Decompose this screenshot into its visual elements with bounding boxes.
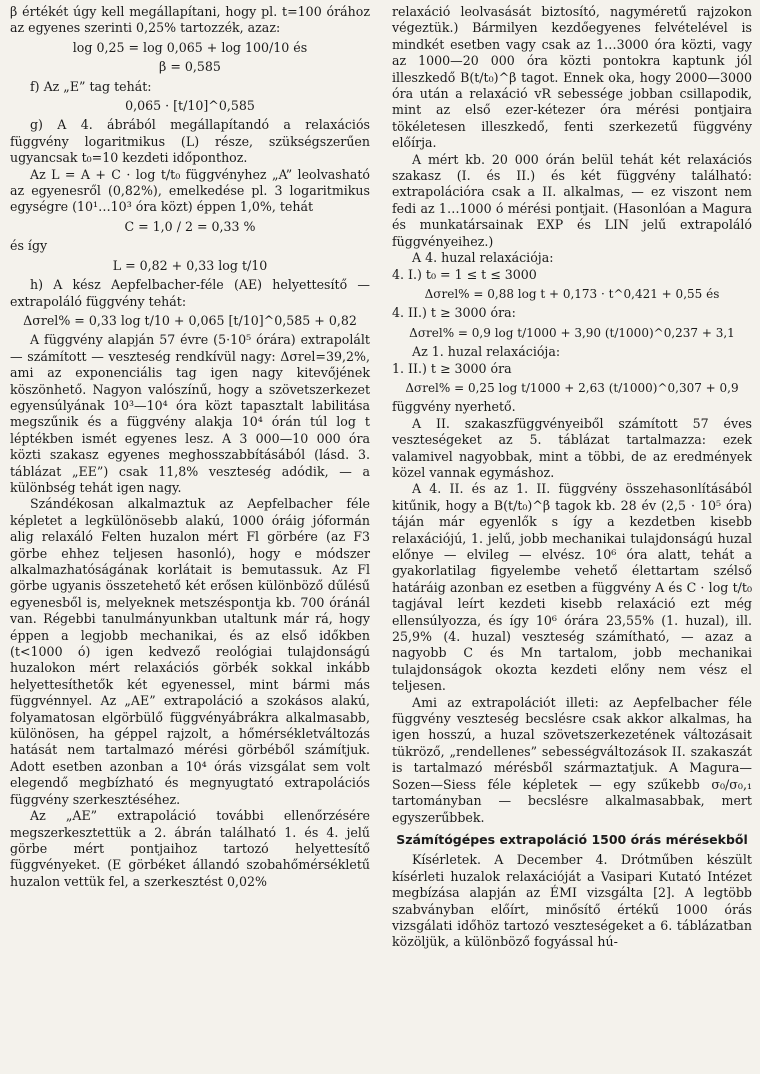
paragraph-g: g) A 4. ábrából megállapítandó a relaxációs függvény logaritmikus (L) része, szükségszerűen ugyancsak t₀=10 kezdeti időponthoz. <box>10 117 370 166</box>
equation-huzal4-i: Δσrel% = 0,88 log t + 0,173 · t^0,421 + 0,55 és <box>424 286 720 301</box>
equation-huzal4-ii: Δσrel% = 0,9 log t/1000 + 3,90 (t/1000)^0,237 + 3,1 <box>409 325 735 340</box>
text-fv-nyerheto: függvény nyerhető. <box>392 399 516 415</box>
paragraph-fuggveny: A függvény alapján 57 évre (5·10⁵ órára) extrapolált — számított — veszteség rendkívül nagy: Δσrel=39,2%, ami az exponenciális tag igen nagy kitevőjének köszönhető. Nagyon valószínű, hogy a szövetszerkezet egyensúlyának 10³—10⁴ óra közt tapasztalt labilitása megszűnik és a függvény alakja 10⁴ órán túl log t léptékben ismét egyenes lesz. A 3 000—10 000 óra közti szakasz egyenes meghosszabbításából (lásd. 3. táblázat „EE”) csak 11,8% veszteség adódik, — a különbség tehát igen nagy. <box>10 332 370 495</box>
text-huzal4-i: 4. I.) t₀ = 1 ≤ t ≤ 3000 <box>392 266 537 282</box>
paragraph-osszehasonlitas: A 4. II. és az 1. II. függvény összehasonlításából kitűnik, hogy a B(t/t₀)^β tagok kb. 28 év (2,5 · 10⁵ óra) táján már egyenlők s így a kezdetben kisebb relaxációjú, 1. jelű, jobb mechanikai tulajdonságú huzal előnye — elvileg — elvész. 10⁶ óra alatt, tehát a gyakorlatilag figyelembe vehető élettartam szélső határáig azonban ez esetben a függvény A és C · log t/t₀ tagjával leírt kezdeti kisebb relaxáció ezt még ellensúlyozza, és így 10⁶ órára 23,55% (1. huzal), ill. 25,9% (4. huzal) veszteség számítható, — azaz a nagyobb C és Mn tartalom, jobb mechanikai tulajdonságok okozta kezdeti előny nem vész el teljesen. <box>392 481 752 694</box>
paragraph-mert: A mért kb. 20 000 órán belül tehát két relaxációs szakasz (I. és II.) és két függvény található: extrapolációra csak a II. alkalmas, — ez viszont nem fedi az 1…1000 ó mérési pontjait. (Hasonlóan a Magura és munkatársainak EXP és LIN jelű extrapoláló függvényeihez.) <box>392 151 752 249</box>
equation-l: L = 0,82 + 0,33 log t/10 <box>112 257 268 273</box>
text-huzal4-title: A 4. huzal relaxációja: <box>412 250 554 266</box>
right-column <box>392 4 752 951</box>
paragraph-g2: Az L = A + C · log t/t₀ függvényhez „A” leolvasható az egyenesről (0,82%), emelkedése pl. 3 logaritmikus egységre (10¹…10³ óra közt) éppen 1,0%, tehát <box>10 166 370 215</box>
equation-huzal1-ii: Δσrel% = 0,25 log t/1000 + 2,63 (t/1000)^0,307 + 0,9 <box>405 380 739 395</box>
paragraph-szandekosan: Szándékosan alkalmaztuk az Aepfelbacher féle képletet a legkülönösebb alakú, 1000 óráig jóformán alig relaxáló Felten huzalon mért Fl görbére (az F3 görbe ehhez teljesen hasonló), hogy e módszer alkalmazhatóságának korlátait is bemutassuk. Az Fl görbe ugyanis összetehető két erősen különböző dűlésű egyenesből is, melyeknek metszéspontja kb. 700 óránál van. Régebbi tanulmányunkban utaltunk már rá, hogy éppen a legjobb mechanikai, és az első időkben (t<1000 ó) igen kedvező reológiai tulajdonságú huzalokon mért relaxációs görbék sokkal inkább helyettesíthetők két egyenessel, mint bármi más függvénnyel. Az „AE” extrapoláció a szokásos alakú, folyamatosan elgörbülő függvényábrákra alkalmasabb, különösen, ha géppel rajzolt, a hőmérsékletváltozás hatását nem tartalmazó mérési görbéből számítjuk. Adott esetben azonban a 10⁴ órás vizsgálat sem volt elegendő megbízható és megnyugtató extrapolációs függvény szerkesztéséhez. <box>10 496 370 807</box>
left-column <box>10 4 370 890</box>
paragraph-relaxacio-top: relaxáció leolvasását biztosító, nagyméretű rajzokon végeztük.) Bármilyen kezdőegyenes felvételével is mindkét esetben vagy csak az 1…3000 óra közti, vagy az 1000—20 000 óra közti pontokra kaptunk jól illeszkedő B(t/t₀)^β tagot. Ennek oka, hogy 2000—3000 óra után a relaxáció vR sebessége jobban csillapodik, mint az első ezer-kétezer óra mérési pontjaira tökéletesen illeszkedő, fenti szerkezetű függvény előírja. <box>392 4 752 151</box>
equation-c: C = 1,0 / 2 = 0,33 % <box>124 218 256 234</box>
text-huzal1-ii: 1. II.) t ≥ 3000 óra <box>392 360 512 376</box>
paragraph-kiserletek: Kísérletek. A December 4. Drótműben készült kísérleti huzalok relaxációját a Vasipari Kutató Intézet megbízása alapján az ÉMI vizsgálta [2]. A legtöbb szabványban előírt, minősítő értékű 1000 órás vizsgálati időhöz tartozó veszteségeket a 6. táblázatban közöljük, a különböző fogyással hú- <box>392 852 752 950</box>
text-huzal1-title: Az 1. huzal relaxációja: <box>412 344 561 360</box>
paragraph-ae-ellenorzes: Az „AE” extrapoláció további ellenőrzésére megszerkesztettük a 2. ábrán található 1. és 4. jelű görbe mért pontjaihoz tartozó helyettesítő függvényeket. (E görbéket állandó szobahőmérsékletű huzalon vettük fel, a szerkesztést 0,02% <box>10 808 370 889</box>
equation-log: log 0,25 = log 0,065 + log 100/10 és <box>72 39 308 55</box>
paragraph-h: h) A kész Aepfelbacher-féle (AE) helyettesítő — extrapoláló függvény tehát: <box>10 277 370 309</box>
equation-e-term: 0,065 · [t/10]^0,585 <box>125 98 255 114</box>
equation-ae: Δσrel% = 0,33 log t/10 + 0,065 [t/10]^0,585 + 0,82 <box>23 312 357 328</box>
paragraph-ami: Ami az extrapolációt illeti: az Aepfelbacher féle függvény veszteség becslésre csak akkor alkalmas, ha igen hosszú, a huzal szövetszerkezetének változásait tükröző, „rendellenes” sebességváltozások II. szakaszát is tartalmazó mérésből származtatjuk. A Magura—Sozen—Siess féle képletek — egy szűkebb σ₀/σ₀,₁ tartományban — becslésre alkalmasabbak, mert egyszerűbbek. <box>392 694 752 825</box>
paragraph-szakasz: A II. szakaszfüggvényeiből számított 57 éves veszteségeket az 5. táblázat tartalmazza: ezek valamivel nagyobbak, mint a többi, de az eredmények közel vannak egymáshoz. <box>392 415 752 480</box>
text-es-igy: és így <box>10 238 48 254</box>
section-heading: Számítógépes extrapoláció 1500 órás mérésekből <box>396 831 748 847</box>
paragraph-beta: β értékét úgy kell megállapítani, hogy pl. t=100 órához az egyenes szerinti 0,25% tartozzék, azaz: <box>10 4 370 36</box>
equation-beta: β = 0,585 <box>159 59 221 75</box>
text-huzal4-ii: 4. II.) t ≥ 3000 óra: <box>392 305 516 321</box>
paragraph-f-label: f) Az „E” tag tehát: <box>30 78 152 94</box>
